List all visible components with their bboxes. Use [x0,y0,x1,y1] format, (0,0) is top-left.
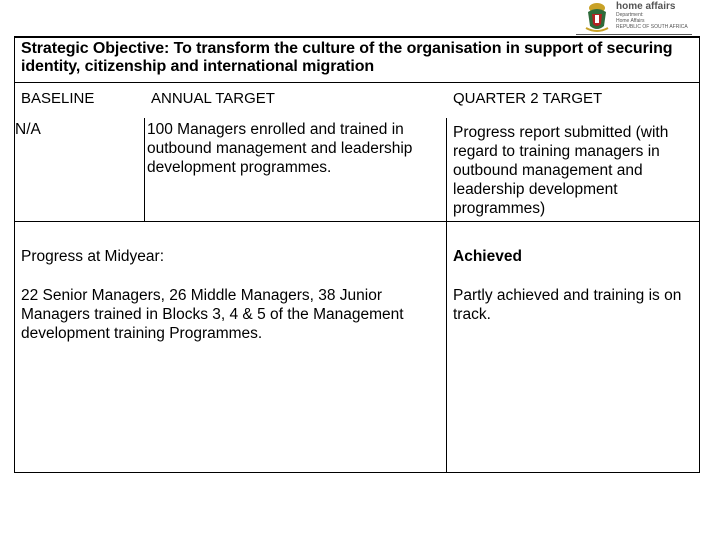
progress-status: Achieved [453,248,522,265]
logo-brand: home affairs [616,1,676,12]
strategic-objective: Strategic Objective: To transform the culture of the organisation in support of securing identity, citizenship and international migration [21,40,673,75]
header-baseline: BASELINE [21,90,95,107]
annual-target-value: 100 Managers enrolled and trained in outbound management and leadership development programmes. [147,121,413,176]
header-rule [576,34,692,35]
objective-table [14,36,700,473]
column-divider-1 [144,118,145,221]
progress-label: Progress at Midyear: [21,248,164,265]
logo-department-label: Department: [616,12,644,18]
coat-of-arms-icon [582,0,612,34]
baseline-value: N/A [15,121,41,138]
row-divider [15,221,699,222]
logo-department-name: Home Affairs [616,18,645,24]
progress-details: 22 Senior Managers, 26 Middle Managers, 38 Junior Managers trained in Blocks 3, 4 & 5 of the Management development training Programmes. [21,287,404,342]
objective-divider [15,82,699,83]
logo-country: REPUBLIC OF SOUTH AFRICA [616,24,688,30]
progress-comment: Partly achieved and training is on track. [453,287,682,323]
department-logo [582,0,692,34]
quarter2-target-value: Progress report submitted (with regard to training managers in outbound management and leadership development programmes) [453,124,669,217]
header-annual-target: ANNUAL TARGET [151,90,275,107]
header-quarter2-target: QUARTER 2 TARGET [453,90,603,107]
